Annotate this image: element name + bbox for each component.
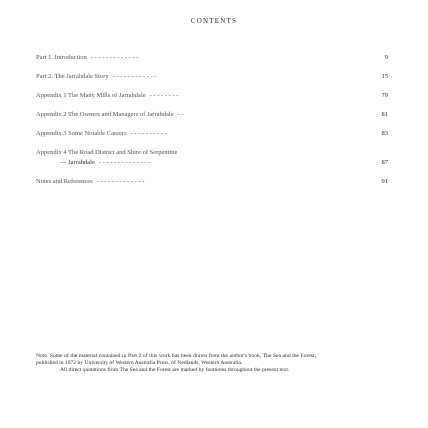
toc-entry-notes: Notes and References - - - - - - - - - - - - - 91	[36, 178, 388, 185]
toc-entry-label-continued: — Jarrahdale	[36, 159, 99, 166]
note-paragraph-1: Note. Some of the material contained in Part 2 of this work has been drawn from the author's book, The Sea and the Forest, published in 1972 by University of Western Australia Press, of Nedlands, Western Australia.	[36, 353, 316, 366]
table-of-contents	[36, 53, 388, 187]
toc-entry-page: 87	[381, 159, 388, 166]
note-paragraph-2: All direct quotations from The Sea and the Forest are marked by footnotes throughout the present text.	[60, 367, 290, 373]
toc-entry-page: 9	[384, 54, 388, 61]
toc-entry-page: 83	[381, 130, 388, 137]
toc-entry-label: Appendix 2 The Owners and Managers of Jarrahdale	[36, 111, 178, 118]
toc-entry-appendix-1: Appendix 1 The Many Mills of Jarrahdale - - - - - - - - 79	[36, 92, 388, 99]
toc-entry-page: 81	[381, 111, 388, 118]
toc-entry-label: Appendix 1 The Many Mills of Jarrahdale	[36, 92, 150, 99]
editorial-note	[36, 353, 316, 374]
toc-entry-page: 91	[381, 178, 388, 185]
toc-entry-appendix-2: Appendix 2 The Owners and Managers of Jarrahdale - - 81	[36, 111, 388, 118]
toc-entry-appendix-4: Appendix 4 The Road District and Shire of Serpentine — Jarrahdale - - - - - - - - - - - - - - 87	[36, 149, 388, 166]
page-title: CONTENTS	[190, 17, 238, 25]
toc-entry-part-1: Part 1. Introduction - - - - - - - - - - - - - 9	[36, 54, 388, 61]
toc-entry-part-2: Part 2. The Jarrahdale Story - - - - - - - - - - - - 15	[36, 73, 388, 80]
toc-entry-page: 79	[381, 92, 388, 99]
toc-entry-label: Appendix 4 The Road District and Shire of Serpentine	[36, 149, 181, 156]
toc-entry-label: Notes and References	[36, 178, 97, 185]
toc-entry-label: Part 1. Introduction	[36, 54, 91, 61]
toc-entry-appendix-3: Appendix 3 Some Notable Careers - - - - - - - - - - 83	[36, 130, 388, 137]
toc-entry-label: Part 2. The Jarrahdale Story	[36, 73, 113, 80]
toc-entry-page: 15	[381, 73, 388, 80]
toc-entry-label: Appendix 3 Some Notable Careers	[36, 130, 131, 137]
